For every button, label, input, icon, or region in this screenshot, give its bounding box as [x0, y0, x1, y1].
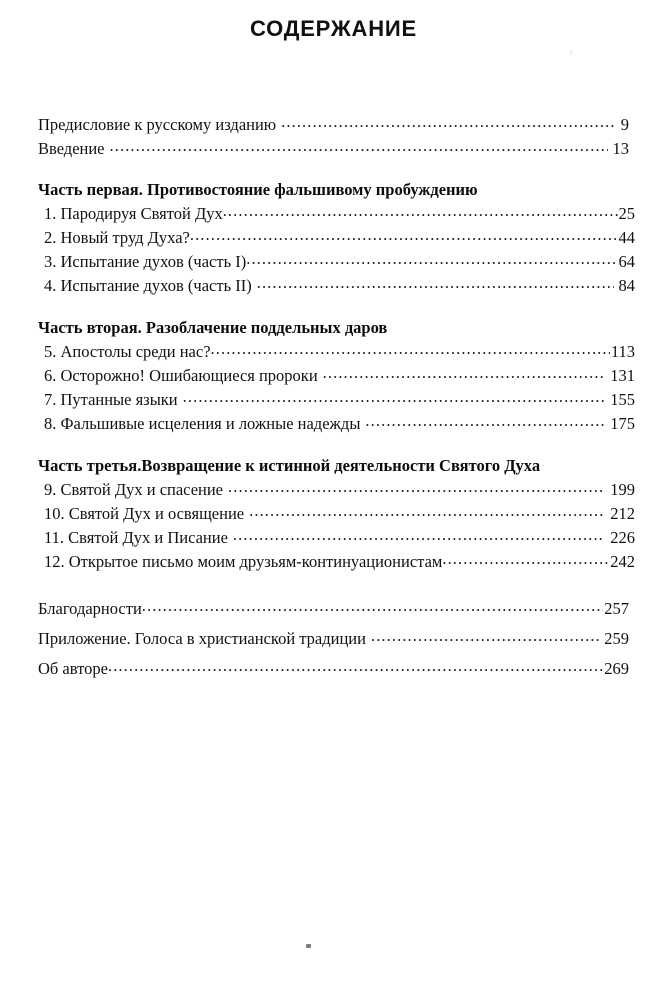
spacer [38, 298, 629, 316]
spacer [38, 436, 629, 454]
toc-entry-page: 259 [604, 629, 629, 648]
toc-entry-label: 12. Открытое письмо моим друзьям-континуационистам [44, 552, 443, 571]
toc-entry-introduction[interactable] [38, 137, 629, 161]
dot-leader [257, 275, 614, 292]
toc-entry-label: 5. Апостолы среди нас? [44, 342, 211, 361]
scan-artifact-bottom-center [306, 944, 311, 948]
toc-entry-label: 9. Святой Дух и спасение [44, 480, 224, 499]
dot-leader [110, 138, 608, 155]
toc-entry-page: 113 [610, 342, 635, 361]
toc-entry-page: 64 [618, 252, 635, 271]
dot-leader [233, 527, 605, 544]
toc-entry-chapter-1[interactable] [38, 202, 635, 226]
toc-entry-page: 175 [610, 414, 635, 433]
dot-leader [249, 503, 605, 520]
part-heading-three: Часть третья.Возвращение к истинной деятельности Святого Духа [38, 456, 541, 475]
toc-entry-chapter-5[interactable] [38, 340, 635, 364]
dot-leader [246, 251, 617, 268]
part-heading-one: Часть первая. Противостояние фальшивому пробуждению [38, 180, 478, 199]
toc-entry-label: 7. Путанные языки [44, 390, 178, 409]
toc-entry-chapter-6[interactable] [38, 364, 635, 388]
scan-artifact-top-right [569, 50, 573, 55]
toc-entry-label: Приложение. Голоса в христианской традиции [38, 629, 366, 648]
toc-entry-chapter-3[interactable] [38, 250, 635, 274]
dot-leader [323, 365, 606, 382]
toc-entry-label: Об авторе [38, 659, 108, 678]
toc-entry-chapter-2[interactable] [38, 226, 635, 250]
toc-entry-preface[interactable] [38, 113, 629, 137]
toc-entry-page: 257 [604, 599, 629, 618]
toc-entry-chapter-4[interactable] [38, 274, 635, 298]
spacer [38, 161, 629, 178]
toc-entry-page: 25 [618, 204, 635, 223]
dot-leader [281, 114, 616, 131]
toc-entry-appendix[interactable] [38, 624, 629, 654]
toc-entry-chapter-9[interactable] [38, 478, 635, 502]
dot-leader [442, 551, 609, 568]
dot-leader [365, 413, 605, 430]
toc-entry-page: 9 [620, 115, 629, 134]
dot-leader [228, 479, 605, 496]
toc-entry-label: 10. Святой Дух и освящение [44, 504, 245, 523]
toc-entry-page: 269 [604, 659, 629, 678]
toc-entry-page: 199 [610, 480, 635, 499]
toc-entry-page: 84 [618, 276, 635, 295]
toc-entry-label: 2. Новый труд Духа? [44, 228, 190, 247]
toc-entry-chapter-12[interactable] [38, 550, 635, 574]
toc-entry-label: Предисловие к русскому изданию [38, 115, 277, 134]
toc-entry-about-author[interactable] [38, 654, 629, 684]
dot-leader [223, 203, 618, 220]
dot-leader [142, 598, 603, 615]
dot-leader [183, 389, 606, 406]
toc-entry-acknowledgements[interactable] [38, 594, 629, 624]
toc-entry-label: 8. Фальшивые исцеления и ложные надежды [44, 414, 361, 433]
toc-entry-page: 13 [612, 139, 629, 158]
toc-entry-label: Введение [38, 139, 105, 158]
toc-entry-page: 155 [610, 390, 635, 409]
toc-entry-chapter-8[interactable] [38, 412, 635, 436]
toc-entry-chapter-11[interactable] [38, 526, 635, 550]
toc-list [38, 113, 635, 684]
toc-entry-page: 131 [610, 366, 635, 385]
dot-leader [371, 628, 599, 645]
toc-entry-chapter-10[interactable] [38, 502, 635, 526]
toc-entry-label: 1. Пародируя Святой Дух [44, 204, 223, 223]
part-heading-two: Часть вторая. Разоблачение поддельных даров [38, 318, 388, 337]
spacer [38, 574, 629, 594]
toc-entry-page: 212 [610, 504, 635, 523]
toc-entry-page: 226 [610, 528, 635, 547]
toc-entry-label: 11. Святой Дух и Писание [44, 528, 228, 547]
dot-leader [190, 227, 618, 244]
toc-entry-label: 6. Осторожно! Ошибающиеся пророки [44, 366, 318, 385]
toc-entry-label: Благодарности [38, 599, 142, 618]
toc-entry-page: 242 [610, 552, 635, 571]
page-title: СОДЕРЖАНИЕ [249, 16, 418, 41]
dot-leader [211, 341, 610, 358]
toc-entry-chapter-7[interactable] [38, 388, 635, 412]
dot-leader [108, 658, 603, 675]
toc-entry-page: 44 [618, 228, 635, 247]
toc-entry-label: 3. Испытание духов (часть I) [44, 252, 247, 271]
toc-entry-label: 4. Испытание духов (часть II) [44, 276, 252, 295]
